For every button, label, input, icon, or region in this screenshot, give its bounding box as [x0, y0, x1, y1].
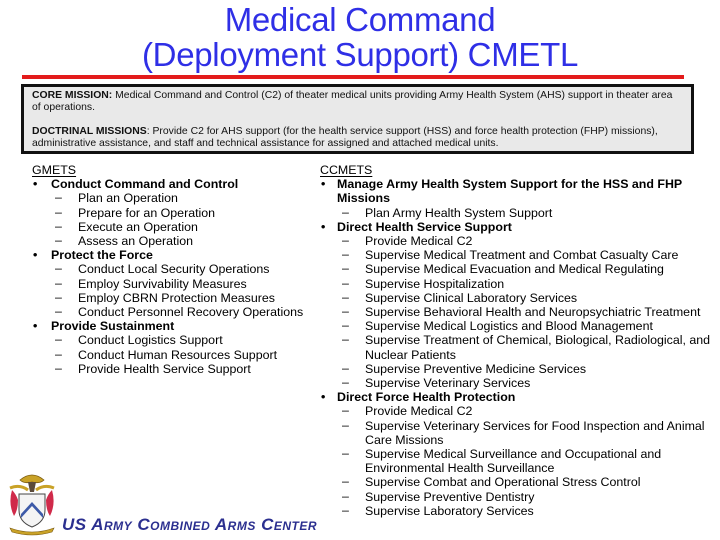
ccmets-item: – Supervise Medical Surveillance and Occupational and Environmental Health Surveillance	[320, 447, 715, 475]
ccmets-group: • Manage Army Health System Support for the HSS and FHP Missions	[320, 177, 715, 205]
ccmets-item: – Provide Medical C2	[320, 404, 715, 418]
gmets-item: – Conduct Human Resources Support	[32, 348, 322, 362]
core-mission-label: CORE MISSION:	[32, 90, 113, 101]
title-line-1: Medical Command	[224, 1, 496, 38]
gmets-item: – Execute an Operation	[32, 220, 322, 234]
ccmets-item: – Supervise Hospitalization	[320, 277, 715, 291]
gmets-item: – Provide Health Service Support	[32, 362, 322, 376]
ccmets-item: – Supervise Behavioral Health and Neuropsychiatric Treatment	[320, 305, 715, 319]
gmets-column	[32, 163, 322, 376]
core-mission-text: Medical Command and Control (C2) of theater medical units providing Army Health System (AHS) support in theater area of operations.	[32, 90, 673, 113]
gmets-group: • Conduct Command and Control	[32, 177, 322, 191]
ccmets-item: – Supervise Medical Treatment and Combat Casualty Care	[320, 248, 715, 262]
ccmets-item: – Supervise Treatment of Chemical, Biological, Radiological, and Nuclear Patients	[320, 333, 715, 361]
gmets-heading: GMETS	[32, 163, 77, 177]
ccmets-heading: CCMETS	[320, 163, 373, 177]
slide-title	[0, 2, 720, 72]
ccmets-item: – Supervise Medical Logistics and Blood Management	[320, 319, 715, 333]
footer-org-name: US Army Combined Arms Center	[62, 515, 318, 534]
gmets-item: – Conduct Local Security Operations	[32, 262, 322, 276]
gmets-item: – Employ CBRN Protection Measures	[32, 291, 322, 305]
ccmets-item: – Supervise Preventive Dentistry	[320, 490, 715, 504]
ccmets-item: – Supervise Laboratory Services	[320, 504, 715, 518]
doctrinal-missions-label: DOCTRINAL MISSIONS	[32, 126, 147, 137]
doctrinal-missions	[32, 126, 683, 150]
ccmets-column	[320, 163, 715, 518]
ccmets-item: – Supervise Clinical Laboratory Services	[320, 291, 715, 305]
ccmets-item: – Supervise Combat and Operational Stress Control	[320, 475, 715, 489]
ccmets-item: – Supervise Preventive Medicine Services	[320, 362, 715, 376]
gmets-item: – Assess an Operation	[32, 234, 322, 248]
ccmets-item: – Supervise Veterinary Services for Food Inspection and Animal Care Missions	[320, 419, 715, 447]
ccmets-item: – Supervise Medical Evacuation and Medical Regulating	[320, 262, 715, 276]
coat-of-arms-icon	[6, 470, 58, 536]
gmets-item: – Employ Survivability Measures	[32, 277, 322, 291]
ccmets-item: – Supervise Veterinary Services	[320, 376, 715, 390]
title-line-2: (Deployment Support) CMETL	[141, 36, 579, 73]
gmets-item: – Plan an Operation	[32, 191, 322, 205]
mission-box	[21, 84, 694, 154]
doctrinal-missions-text: : Provide C2 for AHS support (for the health service support (HSS) and force health protection (FHP) missions), administrative assistance, and staff and technical assistance for assigned and attached medical units.	[32, 126, 658, 149]
ccmets-item: – Provide Medical C2	[320, 234, 715, 248]
gmets-group: • Protect the Force	[32, 248, 322, 262]
gmets-item: – Prepare for an Operation	[32, 206, 322, 220]
gmets-group: • Provide Sustainment	[32, 319, 322, 333]
core-mission	[32, 90, 683, 114]
gmets-item: – Conduct Logistics Support	[32, 333, 322, 347]
ccmets-group: • Direct Force Health Protection	[320, 390, 715, 404]
ccmets-group: • Direct Health Service Support	[320, 220, 715, 234]
gmets-item: – Conduct Personnel Recovery Operations	[32, 305, 322, 319]
title-divider	[22, 75, 684, 79]
ccmets-item: – Plan Army Health System Support	[320, 206, 715, 220]
